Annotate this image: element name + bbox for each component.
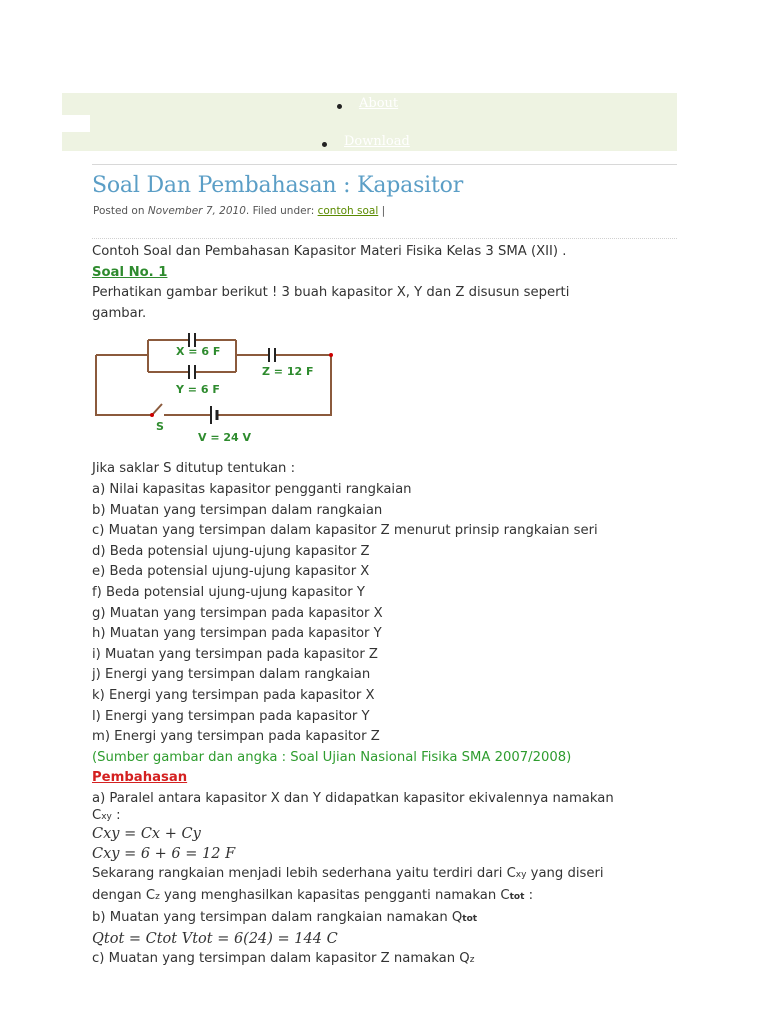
equation-1: Cxy = Cx + Cy (92, 826, 201, 843)
label-z: Z = 12 F (262, 365, 314, 378)
question-item: c) Muatan yang tersimpan dalam kapasitor Z menurut prinsip rangkaian seri (92, 523, 598, 539)
label-x: X = 6 F (176, 345, 221, 358)
ctot-sub: tot (509, 892, 525, 903)
answer-b-text: b) Muatan yang tersimpan dalam rangkaian namakan Q (92, 909, 463, 925)
nav-decoration (62, 115, 90, 132)
label-s: S (156, 420, 164, 433)
pembahasan-heading: Pembahasan (92, 770, 188, 786)
soal-heading: Soal No. 1 (92, 264, 168, 280)
switch-contact-dot (150, 413, 154, 417)
switch-lever (152, 404, 162, 415)
meta-prefix: Posted on (93, 205, 145, 217)
answer-c-text: c) Muatan yang tersimpan dalam kapasitor Z namakan Q (92, 951, 470, 967)
meta-separator: | (381, 205, 386, 217)
answer-c (92, 949, 677, 971)
nav-bullet-icon (322, 142, 327, 147)
cxy-sub: xy (515, 870, 527, 881)
cxy-label-line (92, 809, 677, 824)
label-v: V = 24 V (198, 431, 252, 444)
answer-a: a) Paralel antara kapasitor X dan Y didapatkan kapasitor ekivalennya namakan (92, 790, 614, 806)
question-item: l) Energi yang tersimpan pada kapasitor Y (92, 708, 370, 724)
question-item: i) Muatan yang tersimpan pada kapasitor Z (92, 646, 378, 662)
nav-link-download[interactable]: Download (344, 134, 410, 149)
simplify-line-2 (92, 886, 677, 908)
description-line: gambar. (92, 305, 147, 321)
question-list (92, 480, 677, 748)
simplify-text: yang diseri (526, 866, 604, 882)
question-item: m) Energi yang tersimpan pada kapasitor Z (92, 729, 380, 745)
circuit-labels (156, 345, 314, 444)
nav-link-about[interactable]: About (359, 96, 399, 111)
simplify-line-1 (92, 864, 677, 886)
answer-b (92, 908, 677, 930)
qtot-sub: tot (462, 913, 478, 924)
simplify-text: : (524, 888, 534, 904)
simplify-text: dengan C (92, 888, 156, 904)
qz-sub: z (469, 955, 475, 966)
label-y: Y = 6 F (176, 383, 220, 396)
category-link[interactable]: contoh soal (317, 205, 379, 217)
nav-bullet-icon (337, 104, 342, 109)
question-item: g) Muatan yang tersimpan pada kapasitor X (92, 605, 383, 621)
post-date: November 7, 2010 (147, 205, 246, 217)
intro-text: Contoh Soal dan Pembahasan Kapasitor Materi Fisika Kelas 3 SMA (XII) . (92, 244, 567, 259)
wire-left-bottom (96, 355, 152, 415)
question-intro: Jika saklar S ditutup tentukan : (92, 461, 296, 477)
cxy-label: C (92, 808, 102, 824)
question-item: e) Beda potensial ujung-ujung kapasitor X (92, 564, 370, 580)
divider (92, 238, 677, 239)
meta-filed: . Filed under: (245, 205, 315, 217)
simplify-text: yang menghasilkan kapasitas pengganti namakan C (159, 888, 510, 904)
question-item: j) Energi yang tersimpan dalam rangkaian (92, 667, 371, 683)
divider (92, 164, 677, 165)
cxy-colon: : (111, 808, 121, 824)
simplify-text: Sekarang rangkaian menjadi lebih sederhana yaitu terdiri dari C (92, 866, 516, 882)
question-item: d) Beda potensial ujung-ujung kapasitor Z (92, 543, 370, 559)
description-line: Perhatikan gambar berikut ! 3 buah kapasitor X, Y dan Z disusun seperti (92, 285, 570, 301)
cz-sub: z (155, 892, 160, 903)
post-meta (93, 205, 385, 217)
question-item: f) Beda potensial ujung-ujung kapasitor Y (92, 584, 365, 600)
equation-3: Qtot = Ctot Vtot = 6(24) = 144 C (92, 931, 338, 948)
post-title[interactable]: Soal Dan Pembahasan : Kapasitor (92, 173, 464, 198)
junction-dot (329, 353, 333, 357)
source-note: (Sumber gambar dan angka : Soal Ujian Nasional Fisika SMA 2007/2008) (92, 749, 572, 765)
equation-2: Cxy = 6 + 6 = 12 F (92, 846, 236, 863)
question-item: k) Energi yang tersimpan pada kapasitor X (92, 687, 375, 703)
question-item: h) Muatan yang tersimpan pada kapasitor Y (92, 626, 382, 642)
question-item: a) Nilai kapasitas kapasitor pengganti rangkaian (92, 481, 412, 497)
question-item: b) Muatan yang tersimpan dalam rangkaian (92, 502, 383, 518)
circuit-diagram (92, 328, 342, 450)
cxy-sub: xy (101, 812, 112, 823)
